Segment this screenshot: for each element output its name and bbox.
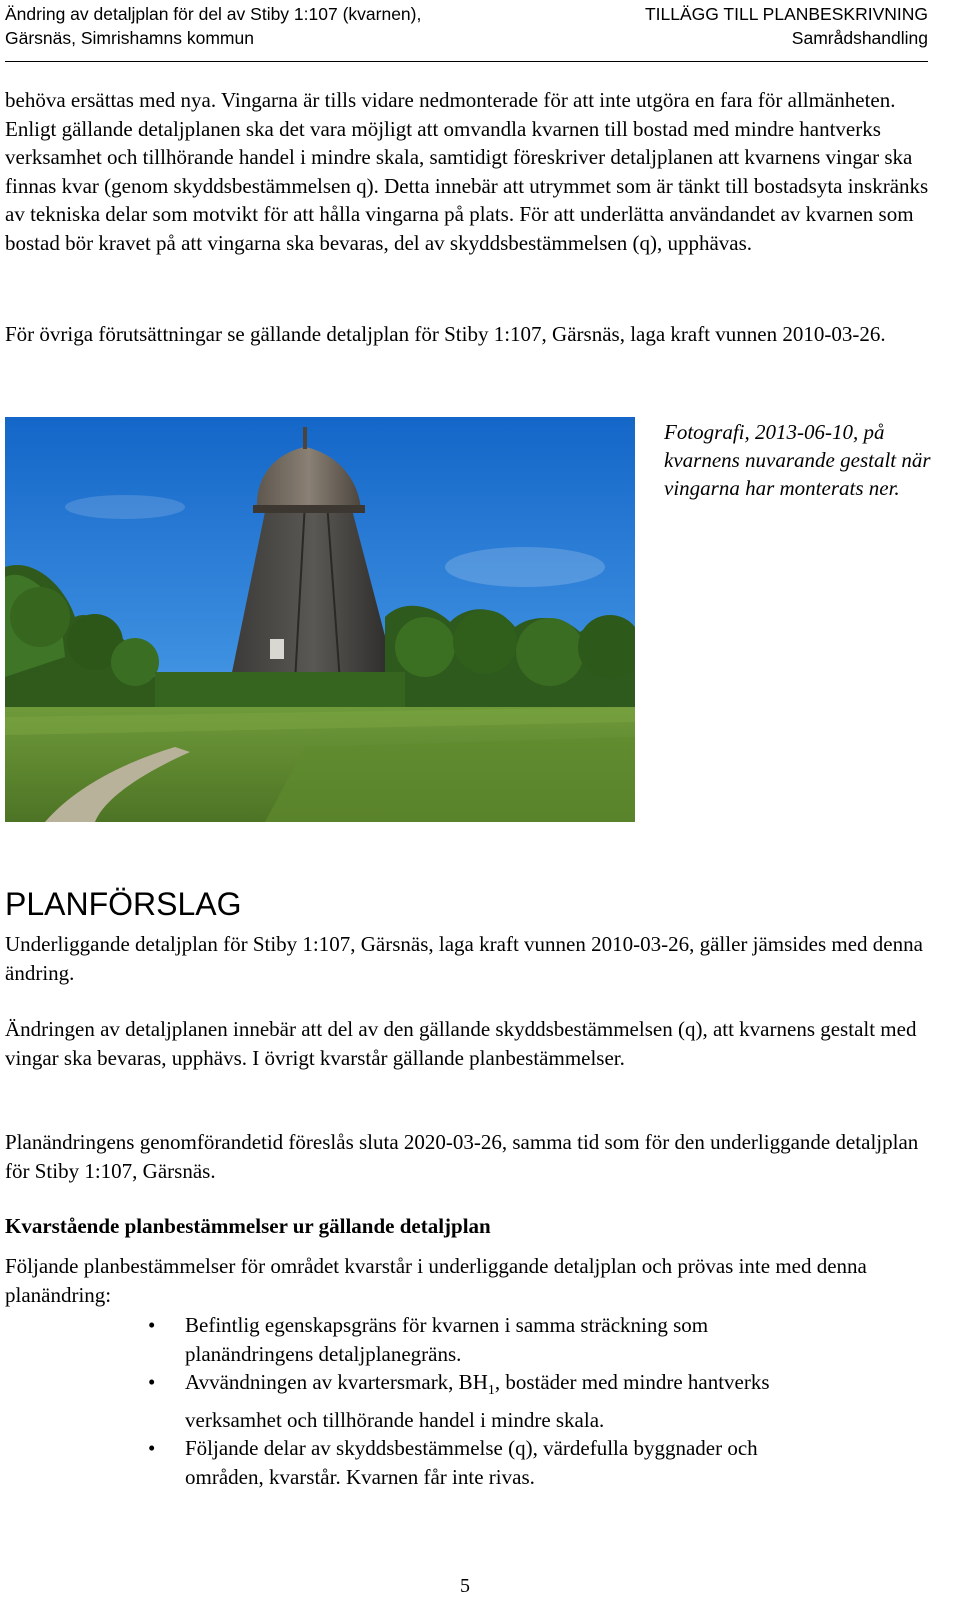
header-document-type: TILLÄGG TILL PLANBESKRIVNING — [644, 4, 928, 24]
intro-paragraph-2: För övriga förutsättningar se gällande detaljplan för Stiby 1:107, Gärsnäs, laga kraft vunnen 2010-03-26. — [5, 322, 886, 346]
header-left — [5, 2, 421, 50]
bullet-text: Befintlig egenskapsgräns för kvarnen i samma sträckning som planändringens detaljplanegräns. — [185, 1313, 709, 1366]
photo-caption: Fotografi, 2013-06-10, på kvarnens nuvarande gestalt när vingarna har monterats ner. — [664, 420, 931, 500]
list-item — [0, 1434, 805, 1491]
planforslag-paragraph-3: Planändringens genomförandetid föreslås sluta 2020-03-26, samma tid som för den underliggande detaljplan för Stiby 1:107, Gärsnäs. — [5, 1130, 919, 1183]
list-item — [0, 1311, 805, 1368]
bullet-icon: • — [148, 1313, 156, 1337]
bullet-icon: • — [148, 1370, 156, 1394]
kvarstaende-bullet-list — [0, 1311, 930, 1491]
header-document-title: Ändring av detaljplan för del av Stiby 1:107 (kvarnen), — [5, 4, 422, 24]
bullet-text-start: Avvändningen av kvartersmark, BH — [185, 1370, 488, 1394]
list-item — [0, 1368, 805, 1434]
bullet-subscript: 1 — [487, 1383, 495, 1399]
kvarstaende-intro: Följande planbestämmelser för området kvarstår i underliggande detaljplan och prövas inte med denna planändring: — [5, 1254, 867, 1307]
bullet-icon: • — [148, 1436, 156, 1461]
header-document-status: Samrådshandling — [791, 28, 928, 48]
header-divider — [5, 61, 928, 62]
windmill-photo — [5, 417, 635, 822]
kvarstaende-heading: Kvarstående planbestämmelser ur gällande detaljplan — [5, 1214, 491, 1238]
section-title-planforslag: PLANFÖRSLAG — [5, 886, 242, 922]
page-number: 5 — [460, 1575, 470, 1597]
planforslag-paragraph-2: Ändringen av detaljplanen innebär att del av den gällande skyddsbestämmelsen (q), att kvarnens gestalt med vingar ska bevaras, upphävs. I övrigt kvarstår gällande planbestämmelser. — [5, 1017, 917, 1070]
header-right — [645, 2, 928, 50]
bullet-text: Följande delar av skyddsbestämmelse (q), värdefulla byggnader och områden, kvarstår. Kvarnen får inte rivas. — [185, 1436, 758, 1489]
header-municipality: Gärsnäs, Simrishamns kommun — [5, 28, 254, 48]
intro-paragraph-1: behöva ersättas med nya. Vingarna är tills vidare nedmonterade för att inte utgöra en fara för allmänheten. Enligt gällande detaljplanen ska det vara möjligt att omvandla kvarnen till bostad med mindre hantverks verksamhet och tillhörande handel i mindre skala, samtidigt föreskriver detaljplanen att kvarnens vingar ska finnas kvar (genom skyddsbestämmelsen q). Detta innebär att utrymmet som är tänkt till bostadsyta inskränks av tekniska delar som motvikt för att hålla vingarna på plats. För att underlätta användandet av kvarnen som bostad bör kravet på att vingarna ska bevaras, del av skyddsbestämmelsen (q), upphävas. — [5, 88, 929, 255]
bullet-text-end: , bostäder med mindre hantverks verksamhet och tillhörande handel i mindre skala. — [185, 1370, 770, 1432]
planforslag-paragraph-1: Underliggande detaljplan för Stiby 1:107, Gärsnäs, laga kraft vunnen 2010-03-26, gäller jämsides med denna ändring. — [5, 932, 923, 985]
